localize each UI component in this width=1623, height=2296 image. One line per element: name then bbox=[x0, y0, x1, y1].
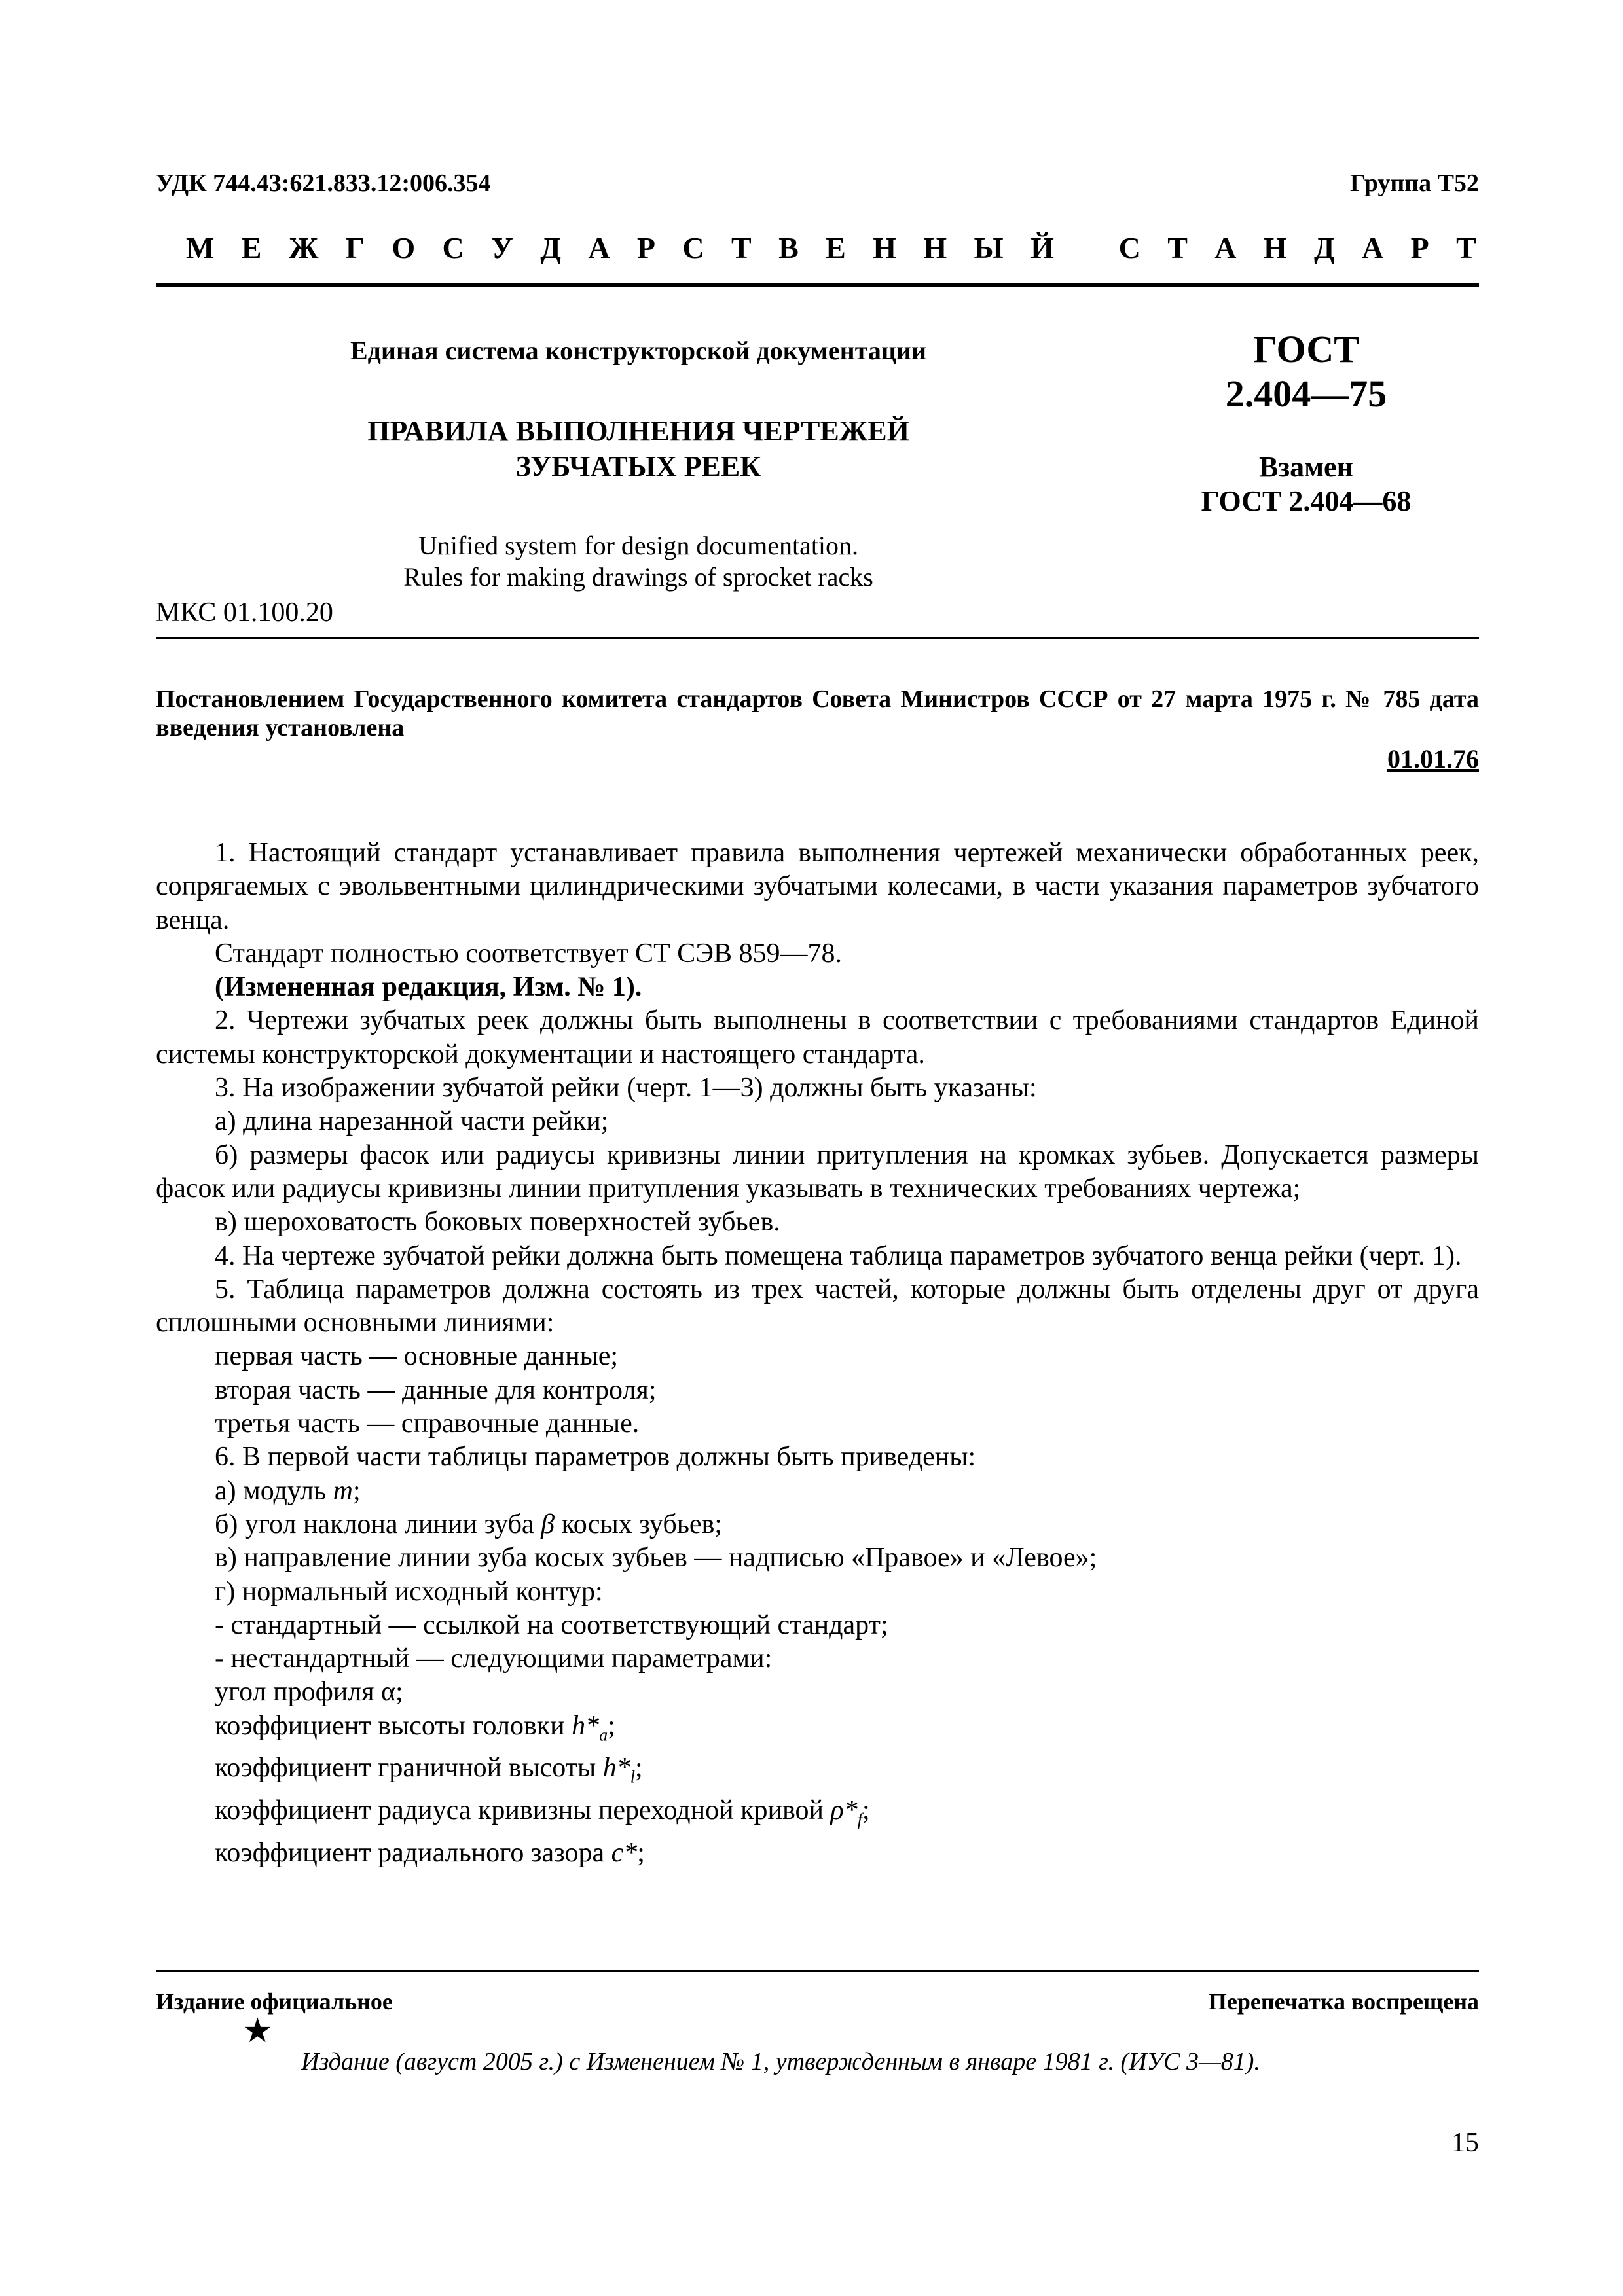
star-icon: ★ bbox=[242, 2013, 273, 2050]
title-block-rule bbox=[156, 637, 1479, 639]
paragraph-6i: коэффициент граничной высоты $h*_l$; bbox=[215, 1753, 643, 1787]
paragraph-6h: коэффициент высоты головки $h*_a$; bbox=[215, 1710, 615, 1745]
document-title bbox=[321, 414, 956, 484]
interstate-standard-banner bbox=[186, 230, 1479, 265]
banner-letter: Ж bbox=[288, 231, 321, 264]
banner-letter: Ы bbox=[974, 231, 1006, 264]
paragraph-5: 5. Таблица параметров должна состоять из трех частей, которые должны быть отделены друг от друга сплошными основными линиями: bbox=[156, 1274, 1479, 1338]
title-line-1: ПРАВИЛА ВЫПОЛНЕНИЯ ЧЕРТЕЖЕЙ bbox=[367, 415, 909, 447]
paragraph-5a: первая часть — основные данные; bbox=[215, 1341, 619, 1372]
paragraph-6g: угол профиля α; bbox=[215, 1677, 403, 1708]
banner-letter: С bbox=[1118, 231, 1143, 264]
page-number: 15 bbox=[1451, 2128, 1479, 2158]
banner-letter: Й bbox=[1030, 231, 1057, 264]
paragraph-3c: в) шероховатость боковых поверхностей зубьев. bbox=[215, 1207, 780, 1238]
paragraph-6b: б) угол наклона линии зуба β косых зубьев; bbox=[215, 1509, 722, 1539]
banner-letter: С bbox=[442, 231, 467, 264]
amendment-note: (Измененная редакция, Изм. № 1). bbox=[215, 972, 642, 1003]
mks-code: МКС 01.100.20 bbox=[156, 598, 333, 628]
banner-letter: Т bbox=[1456, 231, 1479, 264]
gost-number: 2.404—75 bbox=[1225, 372, 1387, 415]
paragraph-3b: б) размеры фасок или радиусы кривизны линии притупления на кромках зубьев. Допускается размеры фасок или радиусы кривизны линии притупления указывать в технических требованиях чертежа; bbox=[156, 1139, 1479, 1204]
replaces-block bbox=[1165, 450, 1447, 518]
paragraph-6d: г) нормальный исходный контур: bbox=[215, 1576, 603, 1607]
paragraph-3: 3. На изображении зубчатой рейки (черт. 1—3) должны быть указаны: bbox=[215, 1073, 1037, 1103]
document-body bbox=[156, 836, 1479, 1870]
series-title: Единая система конструкторской документации bbox=[350, 336, 926, 365]
english-title-line-1: Unified system for design documentation. bbox=[418, 531, 859, 560]
banner-letter: А bbox=[588, 231, 613, 264]
banner-gap bbox=[1081, 230, 1094, 265]
paragraph-3a: а) длина нарезанной части рейки; bbox=[215, 1106, 609, 1137]
gost-designation bbox=[1165, 327, 1447, 416]
footer-rule bbox=[156, 1970, 1479, 1972]
banner-letter: А bbox=[1362, 231, 1387, 264]
banner-letter: Д bbox=[1314, 231, 1338, 264]
banner-letter: Т bbox=[1167, 231, 1190, 264]
banner-letter: С bbox=[682, 231, 707, 264]
paragraph-2: 2. Чертежи зубчатых реек должны быть выполнены в соответствии с требованиями стандартов Единой системы конструкторской документации и настоящего стандарта. bbox=[156, 1005, 1479, 1069]
replaces-label: Взамен bbox=[1259, 451, 1353, 483]
paragraph-6a: а) модуль m; bbox=[215, 1475, 361, 1506]
banner-letter: Р bbox=[636, 231, 659, 264]
paragraph-1a: Стандарт полностью соответствует СТ СЭВ 859—78. bbox=[215, 938, 842, 969]
paragraph-5b: вторая часть — данные для контроля; bbox=[215, 1374, 657, 1405]
banner-letter: О bbox=[392, 231, 418, 264]
udk-code: УДК 744.43:621.833.12:006.354 bbox=[156, 170, 491, 197]
banner-letter: Н bbox=[923, 231, 950, 264]
banner-letter: А bbox=[1214, 231, 1239, 264]
banner-letter: Р bbox=[1410, 231, 1432, 264]
paragraph-6: 6. В первой части таблицы параметров должны быть приведены: bbox=[215, 1442, 976, 1473]
banner-letter: У bbox=[491, 231, 516, 264]
edition-note: Издание (август 2005 г.) с Изменением № 1, утвержденным в январе 1981 г. (ИУС 3—81). bbox=[301, 2048, 1260, 2075]
header-rule bbox=[156, 283, 1479, 287]
official-edition-label: Издание официальное bbox=[156, 1988, 393, 2015]
group-code: Группа Т52 bbox=[1349, 170, 1479, 197]
paragraph-6k: коэффициент радиального зазора c*; bbox=[215, 1837, 645, 1868]
decree-text: Постановлением Государственного комитета стандартов Совета Министров СССР от 27 марта 1975 г. № 785 дата введения установлена bbox=[156, 685, 1479, 742]
introduction-date: 01.01.76 bbox=[1387, 744, 1479, 774]
banner-letter: Г bbox=[345, 231, 367, 264]
gost-label: ГОСТ bbox=[1253, 328, 1359, 370]
paragraph-6j: коэффициент радиуса кривизны переходной кривой $\rho*_f$; bbox=[215, 1795, 870, 1829]
banner-letter: Н bbox=[873, 231, 899, 264]
banner-letter: Е bbox=[826, 231, 848, 264]
paragraph-1: 1. Настоящий стандарт устанавливает правила выполнения чертежей механически обработанных реек, сопрягаемых с эвольвентными цилиндрическими зубчатыми колесами, в части указания параметров зубчатого венца. bbox=[156, 838, 1479, 935]
paragraph-6e: - стандартный — ссылкой на соответствующий стандарт; bbox=[215, 1609, 888, 1640]
paragraph-6c: в) направление линии зуба косых зубьев — надписью «Правое» и «Левое»; bbox=[215, 1543, 1097, 1573]
banner-letter: Д bbox=[540, 231, 564, 264]
banner-letter: Е bbox=[241, 231, 264, 264]
english-title bbox=[321, 530, 956, 593]
banner-letter: Т bbox=[731, 231, 754, 264]
banner-letter: М bbox=[186, 231, 217, 264]
paragraph-6f: - нестандартный — следующими параметрами: bbox=[215, 1643, 773, 1674]
replaces-number: ГОСТ 2.404—68 bbox=[1201, 485, 1412, 517]
title-line-2: ЗУБЧАТЫХ РЕЕК bbox=[515, 450, 761, 482]
reprint-prohibited-label: Перепечатка воспрещена bbox=[1208, 1988, 1479, 2015]
banner-letter: В bbox=[778, 231, 801, 264]
paragraph-5c: третья часть — справочные данные. bbox=[215, 1408, 640, 1439]
paragraph-4: 4. На чертеже зубчатой рейки должна быть помещена таблица параметров зубчатого венца рейки (черт. 1). bbox=[215, 1240, 1462, 1271]
banner-letter: Н bbox=[1263, 231, 1290, 264]
english-title-line-2: Rules for making drawings of sprocket racks bbox=[403, 562, 873, 592]
